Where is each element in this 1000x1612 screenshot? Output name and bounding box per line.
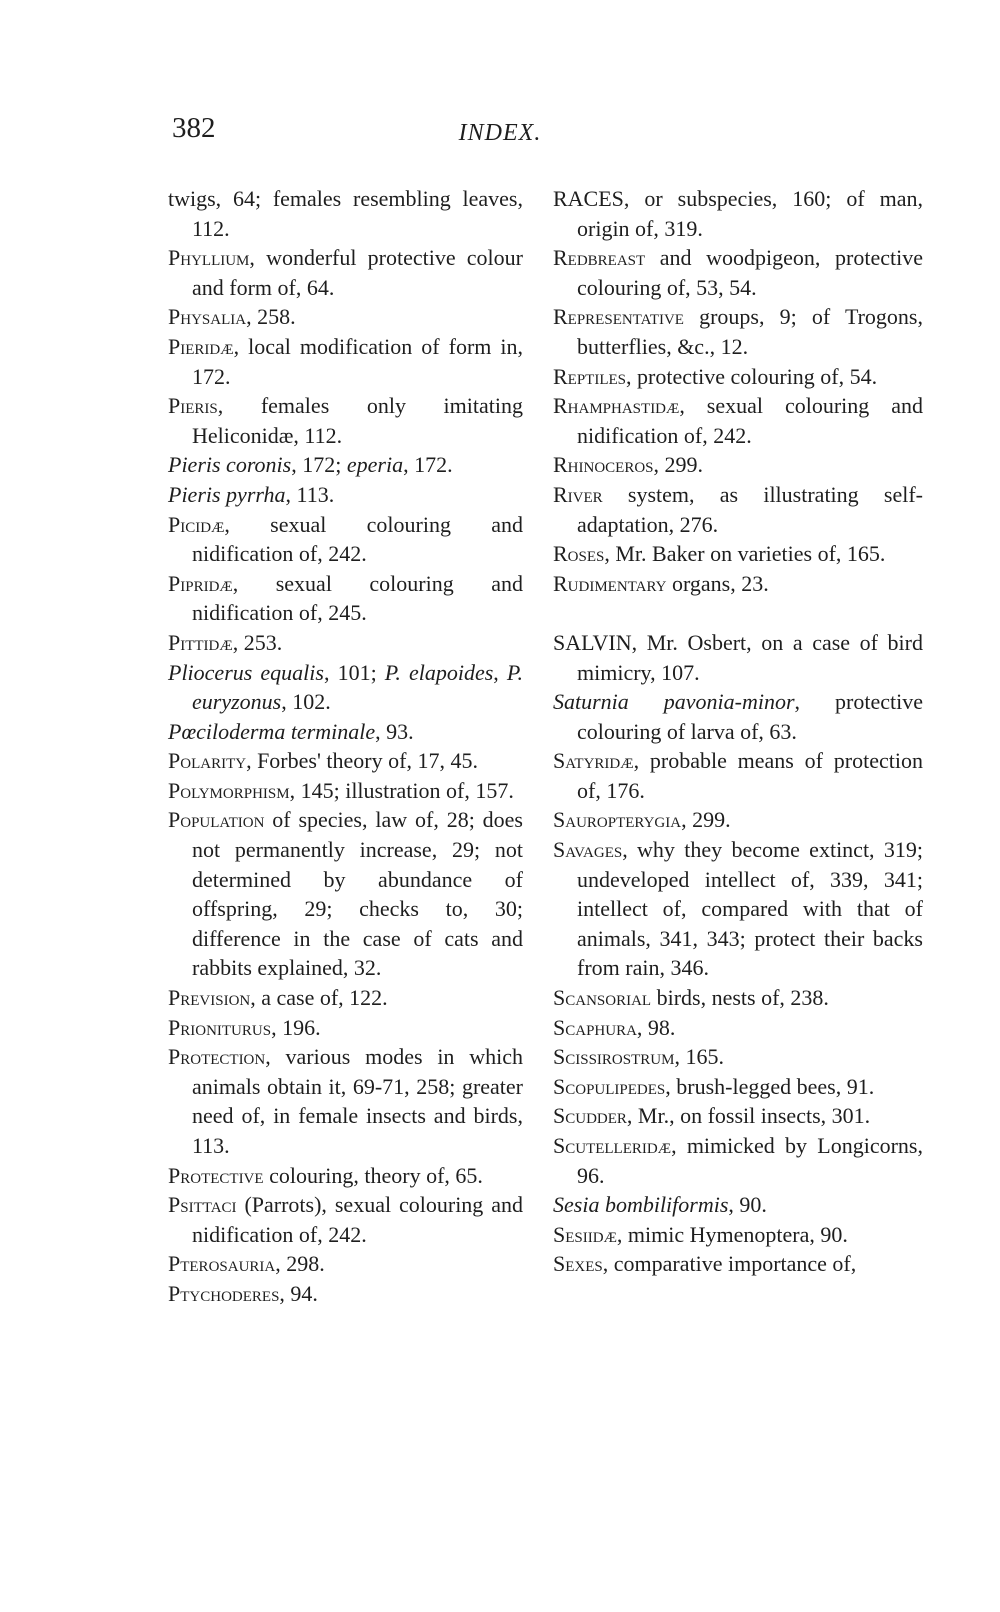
entry-text: , Mr., on fossil insects, 301. [626, 1103, 871, 1129]
index-entry [168, 628, 523, 658]
index-entry [168, 1279, 523, 1309]
entry-headword: Sesiidæ [553, 1221, 617, 1247]
index-entry [168, 776, 523, 806]
entry-headword: Physalia [168, 304, 247, 330]
entry-text: , 299. [681, 807, 731, 833]
entry-headword: River [553, 481, 603, 507]
entry-text: , 172; [291, 452, 347, 478]
entry-text: , comparative importance of, [602, 1251, 857, 1277]
entry-italic-term: Pœciloderma terminale [168, 718, 376, 744]
entry-headword: Scaphura [553, 1014, 637, 1040]
entry-italic-term: Pieris pyrrha [168, 481, 286, 507]
entry-text: , protective colouring of larva of, 63. [577, 689, 923, 744]
entry-text: of species, law of, 28; does not permanently increase, 29; not determined by abundance of offspring, 29; checks to, 30; difference in the case of cats and rabbits explained, 32. [192, 807, 523, 981]
entry-text: RACES, or subspecies, 160; of man, origin of, 319. [553, 186, 923, 241]
index-entry [553, 983, 923, 1013]
index-entry [168, 1042, 523, 1160]
entry-headword: Sexes [553, 1251, 603, 1277]
entry-headword: Scudder [553, 1103, 627, 1129]
entry-italic-term: P. elapoides [384, 659, 494, 685]
entry-text: , various modes in which animals obtain it, 69-71, 258; greater need of, in female insects and birds, 113. [192, 1044, 523, 1158]
index-entry [553, 805, 923, 835]
index-entry [553, 746, 923, 805]
index-entry [168, 1249, 523, 1279]
entry-text: birds, nests of, 238. [651, 985, 829, 1011]
entry-headword: Rhinoceros [553, 452, 654, 478]
index-entry [168, 1161, 523, 1191]
index-entry [553, 1072, 923, 1102]
index-entry [168, 746, 523, 776]
entry-italic-term: Pliocerus equalis [168, 659, 324, 685]
index-entry [168, 717, 523, 747]
index-entry [168, 450, 523, 480]
index-entry [168, 983, 523, 1013]
entry-text: , sexual colouring and nidification of, 242. [192, 511, 523, 567]
entry-headword: Reptiles [553, 363, 627, 389]
entry-headword: Polarity [168, 748, 247, 774]
entry-italic-term: Sesia bombiliformis [553, 1192, 729, 1218]
entry-headword: Psittaci [168, 1192, 237, 1218]
entry-text: system, as illustrating self-adaptation, 276. [577, 481, 923, 537]
index-entry [168, 658, 523, 717]
index-entry [168, 480, 523, 510]
entry-text: , mimicked by Longicorns, 96. [577, 1133, 923, 1188]
entry-headword: Roses [553, 541, 605, 567]
entry-headword: Picidæ [168, 511, 225, 537]
entry-italic-term: Saturnia pavonia-minor [553, 689, 795, 715]
index-entry [168, 805, 523, 983]
entry-text: , [493, 659, 507, 685]
index-entry [553, 539, 923, 569]
entry-headword: Prevision [168, 985, 251, 1011]
index-entry [553, 569, 923, 599]
entry-headword: Redbreast [553, 245, 646, 271]
entry-headword: Ptychoderes [168, 1280, 280, 1306]
index-entry [168, 1190, 523, 1249]
entry-headword: Scopulipedes [553, 1073, 666, 1099]
entry-text: , brush-legged bees, 91. [665, 1073, 875, 1099]
entry-text: , why they become extinct, 319; undeveloped intellect of, 339, 341; intellect of, compared with that of animals, 341, 343; protect their backs from rain, 346. [577, 837, 923, 981]
entry-text: (Parrots), sexual colouring and nidification of, 242. [192, 1192, 523, 1247]
entry-headword: Pterosauria [168, 1251, 276, 1277]
entry-text: SALVIN, Mr. Osbert, on a case of bird mimicry, 107. [553, 629, 923, 685]
index-entry [553, 450, 923, 480]
entry-text: , sexual colouring and nidification of, 245. [192, 570, 523, 626]
entry-headword: Satyridæ [553, 748, 634, 774]
entry-headword: Population [168, 807, 265, 833]
entry-headword: Pieris [168, 393, 218, 419]
entry-text: , 196. [271, 1014, 321, 1040]
entry-italic-term: P. euryzonus [192, 659, 523, 715]
index-entry [553, 1190, 923, 1220]
entry-headword: Representative [553, 304, 684, 330]
entry-headword: Pieridæ [168, 333, 234, 359]
entry-italic-term: eperia [346, 452, 404, 478]
index-entry [553, 1131, 923, 1190]
entry-headword: Scansorial [553, 985, 652, 1011]
index-entry [553, 1013, 923, 1043]
index-entry [553, 362, 923, 392]
index-entry [553, 302, 923, 361]
index-entry [168, 510, 523, 569]
entry-text: , 90. [728, 1192, 767, 1218]
entry-text: groups, 9; of Trogons, butterflies, &c., 12. [577, 304, 923, 359]
entry-headword: Sauropterygia [553, 807, 682, 833]
entry-text: , mimic Hymenoptera, 90. [616, 1221, 848, 1247]
index-entry [553, 1101, 923, 1131]
index-entry [168, 391, 523, 450]
entry-text: , a case of, 122. [250, 985, 388, 1011]
index-entry [553, 1042, 923, 1072]
index-entry [553, 480, 923, 539]
entry-headword: Protective [168, 1162, 264, 1188]
entry-text: , 299. [653, 452, 704, 478]
entry-headword: Rudimentary [553, 570, 667, 596]
entry-text: , Forbes' theory of, 17, 45. [246, 748, 478, 774]
entry-headword: Pittidæ [168, 629, 233, 655]
entry-text: , probable means of protection of, 176. [577, 748, 923, 803]
index-entry [553, 835, 923, 983]
entry-headword: Scissirostrum [553, 1044, 675, 1070]
entry-text: , females only imitating Heliconidæ, 112. [192, 393, 523, 448]
entry-text: , 98. [636, 1014, 676, 1040]
entry-text: , Mr. Baker on varieties of, 165. [604, 541, 886, 567]
entry-headword: Rhamphastidæ [553, 393, 680, 419]
index-entry [553, 1220, 923, 1250]
entry-text: , 94. [279, 1280, 318, 1306]
entry-text: , 113. [285, 481, 335, 507]
entry-text: , 253. [232, 629, 283, 655]
entry-headword: Protection [168, 1044, 266, 1070]
index-entry [553, 687, 923, 746]
entry-headword: Scutelleridæ [553, 1133, 672, 1158]
entry-text: , 172. [403, 452, 453, 478]
index-column-right [553, 184, 923, 1279]
index-entry [553, 184, 923, 243]
entry-text: twigs, 64; females resembling leaves, 112. [168, 186, 523, 241]
entry-text: , sexual colouring and nidification of, 242. [577, 393, 923, 448]
entry-text: , wonderful protective colour and form of, 64. [192, 245, 523, 300]
running-head: INDEX. [458, 120, 542, 146]
entry-text: colouring, theory of, 65. [263, 1162, 483, 1188]
entry-italic-term: Pieris coronis [168, 452, 292, 478]
entry-headword: Pipridæ [168, 570, 233, 596]
index-entry-continuation [168, 184, 523, 243]
entry-text: organs, 23. [666, 570, 769, 596]
index-entry [168, 302, 523, 332]
index-entry [168, 1013, 523, 1043]
index-entry [553, 243, 923, 302]
index-entry [168, 332, 523, 391]
index-entry [553, 391, 923, 450]
index-column-left [168, 184, 523, 1309]
entry-headword: Phyllium [168, 245, 250, 271]
entry-text: , 102. [281, 689, 331, 715]
entry-text: , protective colouring of, 54. [626, 363, 878, 389]
entry-headword: Polymorphism [168, 777, 290, 803]
entry-text: , 101; [323, 659, 385, 685]
entry-headword: Savages [553, 837, 623, 863]
entry-text: , 93. [375, 718, 414, 744]
entry-text: , 258. [246, 304, 296, 330]
page-number: 382 [172, 112, 216, 144]
entry-text: , 145; illustration of, 157. [289, 777, 514, 803]
index-entry [553, 628, 923, 687]
entry-text: , 165. [674, 1044, 724, 1070]
entry-headword: Prioniturus [168, 1014, 272, 1040]
index-entry [553, 1249, 923, 1279]
entry-text: and woodpigeon, protective colouring of, 53, 54. [577, 245, 923, 300]
entry-text: , local modification of form in, 172. [192, 333, 523, 389]
index-entry [168, 569, 523, 628]
index-entry [168, 243, 523, 302]
entry-text: , 298. [275, 1251, 325, 1277]
